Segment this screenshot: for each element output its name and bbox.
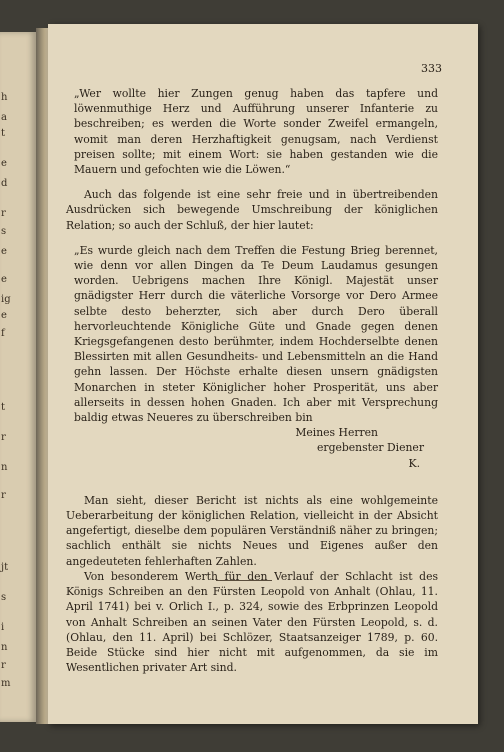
facing-page-fragment: s — [1, 592, 7, 603]
facing-page-fragment: i — [1, 622, 5, 633]
paragraph-quote-1: „Wer wollte hier Zungen genug haben das tapfere und löwenmuthige Herz und Aufführung unserer Infanterie zu beschreiben; es werden die Worte sonder Zweifel ermangeln, womit man deren Herzhaftigkeit genugsam, nach Verdienst preisen sollte; mit einem Wort: sie haben gestanden wie die Mauern und gefochten wie die Löwen.“ — [74, 87, 438, 177]
paragraph-quote-2: „Es wurde gleich nach dem Treffen die Festung Brieg berennet, wie denn vor allen Dingen da Te Deum Laudamus gesungen worden. Uebrigens machen Ihre Königl. Majestät unser gnädigster Herr durch die väterliche Vorsorge vor Dero Armee selbte desto beherzter, sich aber durch Dero überall hervorleuchtende Königliche Güte und Gnade gegen denen Kriegsgefangenen desto berühmter, indem Hochderselbte denen Blessirten mit allen Gesundheits- und Lebensmitteln an die Hand gehn lassen. Der Höchste erhalte diesen unsern gnädigsten Monarchen in steter Königlicher hoher Prosperität, uns aber allerseits in dessen hohen Gnaden. Ich aber mit Versprechung baldig etwas Neueres zu überschreiben bin — [74, 243, 438, 425]
paragraph-2: Auch das folgende ist eine sehr freie und in übertreibenden Ausdrücken sich bewegende Umschreibung der königlichen Relation; so auch der Schluß, der hier lautet: — [66, 188, 438, 232]
facing-page-fragment: a — [1, 112, 7, 123]
section-divider — [216, 580, 272, 581]
letter-closing-signoff: ergebenster Diener — [317, 441, 424, 455]
letter-closing-salutation: Meines Herren — [295, 426, 378, 440]
facing-page-fragment: t — [1, 128, 6, 139]
facing-page-fragment: r — [1, 660, 6, 671]
facing-page-edge — [0, 32, 37, 722]
facing-page-fragment: e — [1, 158, 7, 169]
facing-page-fragment: r — [1, 490, 6, 501]
paragraph-5: Von besonderem Werth für den Verlauf der Schlacht ist des Königs Schreiben an den Fürsten Leopold von Anhalt (Ohlau, 11. April 1741) bei v. Orlich I., p. 324, sowie des Erbprinzen Leopold von Anhalt Schreiben an seinen Vater den Fürsten Leopold, s. d. (Ohlau, den 11. April) bei Schlözer, Staatsanzeiger 1789, p. 60. Beide Stücke sind hier nicht mit aufgenommen, da sie im Wesentlichen privater Art sind. — [66, 569, 438, 675]
facing-page-fragment: f — [1, 328, 5, 339]
facing-page-fragment: d — [1, 178, 8, 189]
facing-page-fragment: r — [1, 432, 6, 443]
facing-page-fragment: jt — [1, 562, 9, 573]
facing-page-fragment: n — [1, 642, 8, 653]
facing-page-fragment: t — [1, 402, 6, 413]
facing-page-fragment: e — [1, 246, 7, 257]
facing-page-fragment: ig — [1, 294, 11, 305]
facing-page-fragment: m — [1, 678, 11, 689]
page-body — [66, 60, 438, 675]
facing-page-fragment: e — [1, 310, 7, 321]
facing-page-fragment: h — [1, 92, 8, 103]
facing-page-fragment: n — [1, 462, 8, 473]
facing-page-fragment: s — [1, 226, 7, 237]
facing-page-fragment: r — [1, 208, 6, 219]
letter-signature: K. — [408, 456, 420, 470]
facing-page-fragment: e — [1, 274, 7, 285]
paragraph-4: Man sieht, dieser Bericht ist nichts als eine wohlgemeinte Ueberarbeitung der königlichen Relation, vielleicht in der Absicht angefertigt, dieselbe dem populären Verständniß näher zu bringen; sachlich enthält sie nichts Neues und Eigenes außer den angedeuteten fehlerhaften Zahlen. — [66, 493, 438, 568]
page-number: 333 — [421, 62, 442, 75]
book-page — [48, 24, 478, 724]
